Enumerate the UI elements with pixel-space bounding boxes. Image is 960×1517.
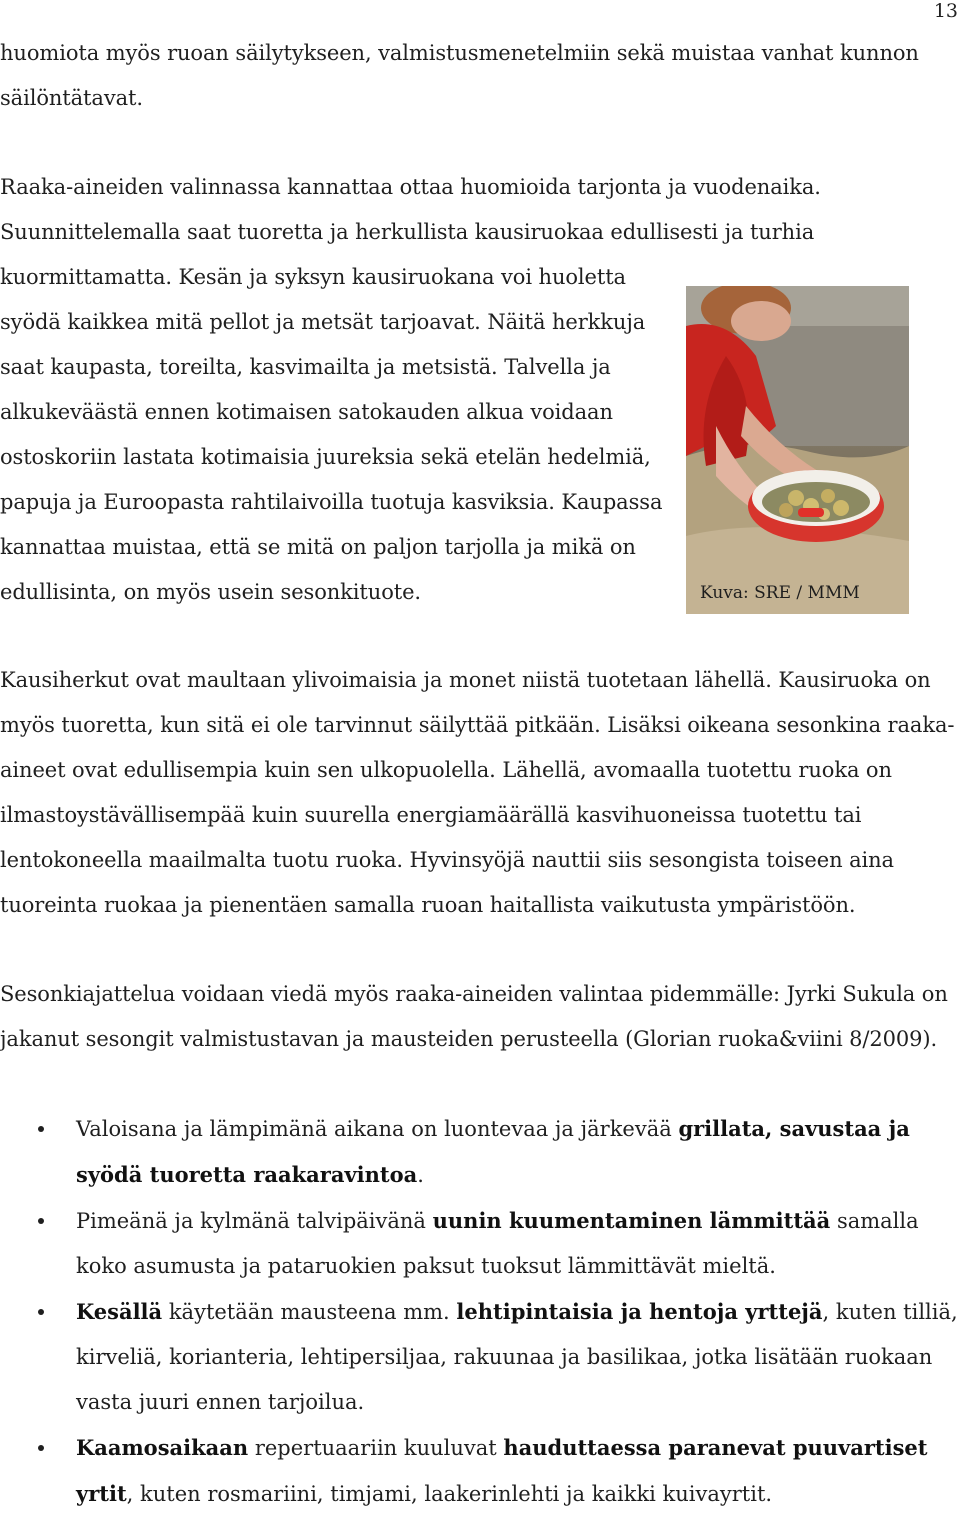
paragraph-3-text: Kausiherkut ovat maultaan ylivoimaisia ja monet niistä tuotetaan lähellä. Kausiruoka on myös tuoretta, kun sitä ei ole tarvinnut säilyttää pitkään. Lisäksi oikeana sesonkina raaka-aineet ovat edullisempia kuin sen ulkopuolella. Lähellä, avomaalla tuotettu ruoka on ilmastoystävällisempää kuin suurella energiamäärällä kasvihuoneissa tuotettu tai lentokoneella maailmalta tuotu ruoka. Hyvinsyöjä nauttii siis sesongista toiseen aina tuoreinta ruokaa ja pienentäen samalla ruoan haitallista vaikutusta ympäristöön.	[0, 668, 955, 917]
paragraph-2-line-2: Suunnittelemalla saat tuoretta ja herkullista kausiruokaa edullisesti ja turhia	[0, 220, 815, 244]
bullet-item-summer-grilling	[0, 1106, 960, 1198]
paragraph-1	[0, 31, 958, 121]
page-number: 13	[933, 0, 958, 22]
bullet-bold-text: Kesällä	[76, 1299, 163, 1324]
bullet-item-summer-herbs	[0, 1289, 960, 1425]
bullet-text: samalla koko asumusta ja pataruokien paksut tuoksut lämmittävät mieltä.	[76, 1209, 919, 1278]
bullet-text: , kuten rosmariini, timjami, laakerinlehti ja kaikki kuivayrtit.	[126, 1482, 773, 1506]
paragraph-1-text: huomiota myös ruoan säilytykseen, valmistusmenetelmiin sekä muistaa vanhat kunnon säilöntätavat.	[0, 41, 919, 110]
bullet-text: käytetään mausteena mm.	[162, 1300, 457, 1324]
photo-woman-washing-potatoes	[686, 286, 909, 614]
bullet-text: , kuten tilliä, kirveliä, korianteria, lehtipersiljaa, rakuunaa ja basilikaa, jotka lisätään ruokaan vasta juuri ennen tarjoilua.	[76, 1300, 958, 1414]
photo-illustration	[686, 286, 909, 614]
bullet-text: repertuaariin kuuluvat	[248, 1436, 504, 1460]
bullet-bold-text: hauduttaessa paranevat puuvartiset yrtit	[76, 1435, 928, 1506]
paragraph-2-rest: kuormittamatta. Kesän ja syksyn kausiruokana voi huoletta syödä kaikkea mitä pellot ja metsät tarjoavat. Näitä herkkuja saat kaupasta, toreilta, kasvimailta ja metsistä. Talvella ja alkukeväästä ennen kotimaisen satokauden alkua voidaan ostoskoriin lastata kotimaisia juureksia sekä etelän hedelmiä, papuja ja Euroopasta rahtilaivoilla tuotuja kasviksia. Kaupassa kannattaa muistaa, että se mitä on paljon tarjolla ja mikä on edullisinta, on myös usein sesonkituote.	[0, 265, 663, 604]
bullet-dot-icon	[38, 1126, 44, 1132]
bullet-text: .	[417, 1163, 424, 1187]
bullet-bold-text: grillata, savustaa ja syödä tuoretta raakaravintoa	[76, 1116, 910, 1187]
bullet-bold-text: Kaamosaikaan	[76, 1435, 249, 1460]
photo-caption: Kuva: SRE / MMM	[700, 583, 860, 603]
bullet-dot-icon	[38, 1445, 44, 1451]
bullet-dot-icon	[38, 1309, 44, 1315]
paragraph-3	[0, 658, 960, 928]
bullet-item-winter-oven	[0, 1198, 960, 1289]
seasonal-bullet-list	[0, 1106, 960, 1517]
paragraph-4	[0, 972, 960, 1062]
bullet-text: Pimeänä ja kylmänä talvipäivänä	[76, 1209, 433, 1233]
bullet-text: Valoisana ja lämpimänä aikana on luontevaa ja järkevää	[76, 1117, 679, 1141]
paragraph-2-line-1: Raaka-aineiden valinnassa kannattaa ottaa huomioida tarjonta ja vuodenaika.	[0, 175, 821, 199]
bullet-bold-text: lehtipintaisia ja hentoja yrttejä	[456, 1299, 823, 1324]
bullet-item-winter-herbs	[0, 1425, 960, 1517]
paragraph-4-text: Sesonkiajattelua voidaan viedä myös raaka-aineiden valintaa pidemmälle: Jyrki Sukula on jakanut sesongit valmistustavan ja mausteiden perusteella (Glorian ruoka&viini 8/2009).	[0, 982, 948, 1051]
bullet-bold-text: uunin kuumentaminen lämmittää	[432, 1208, 831, 1233]
bullet-dot-icon	[38, 1218, 44, 1224]
